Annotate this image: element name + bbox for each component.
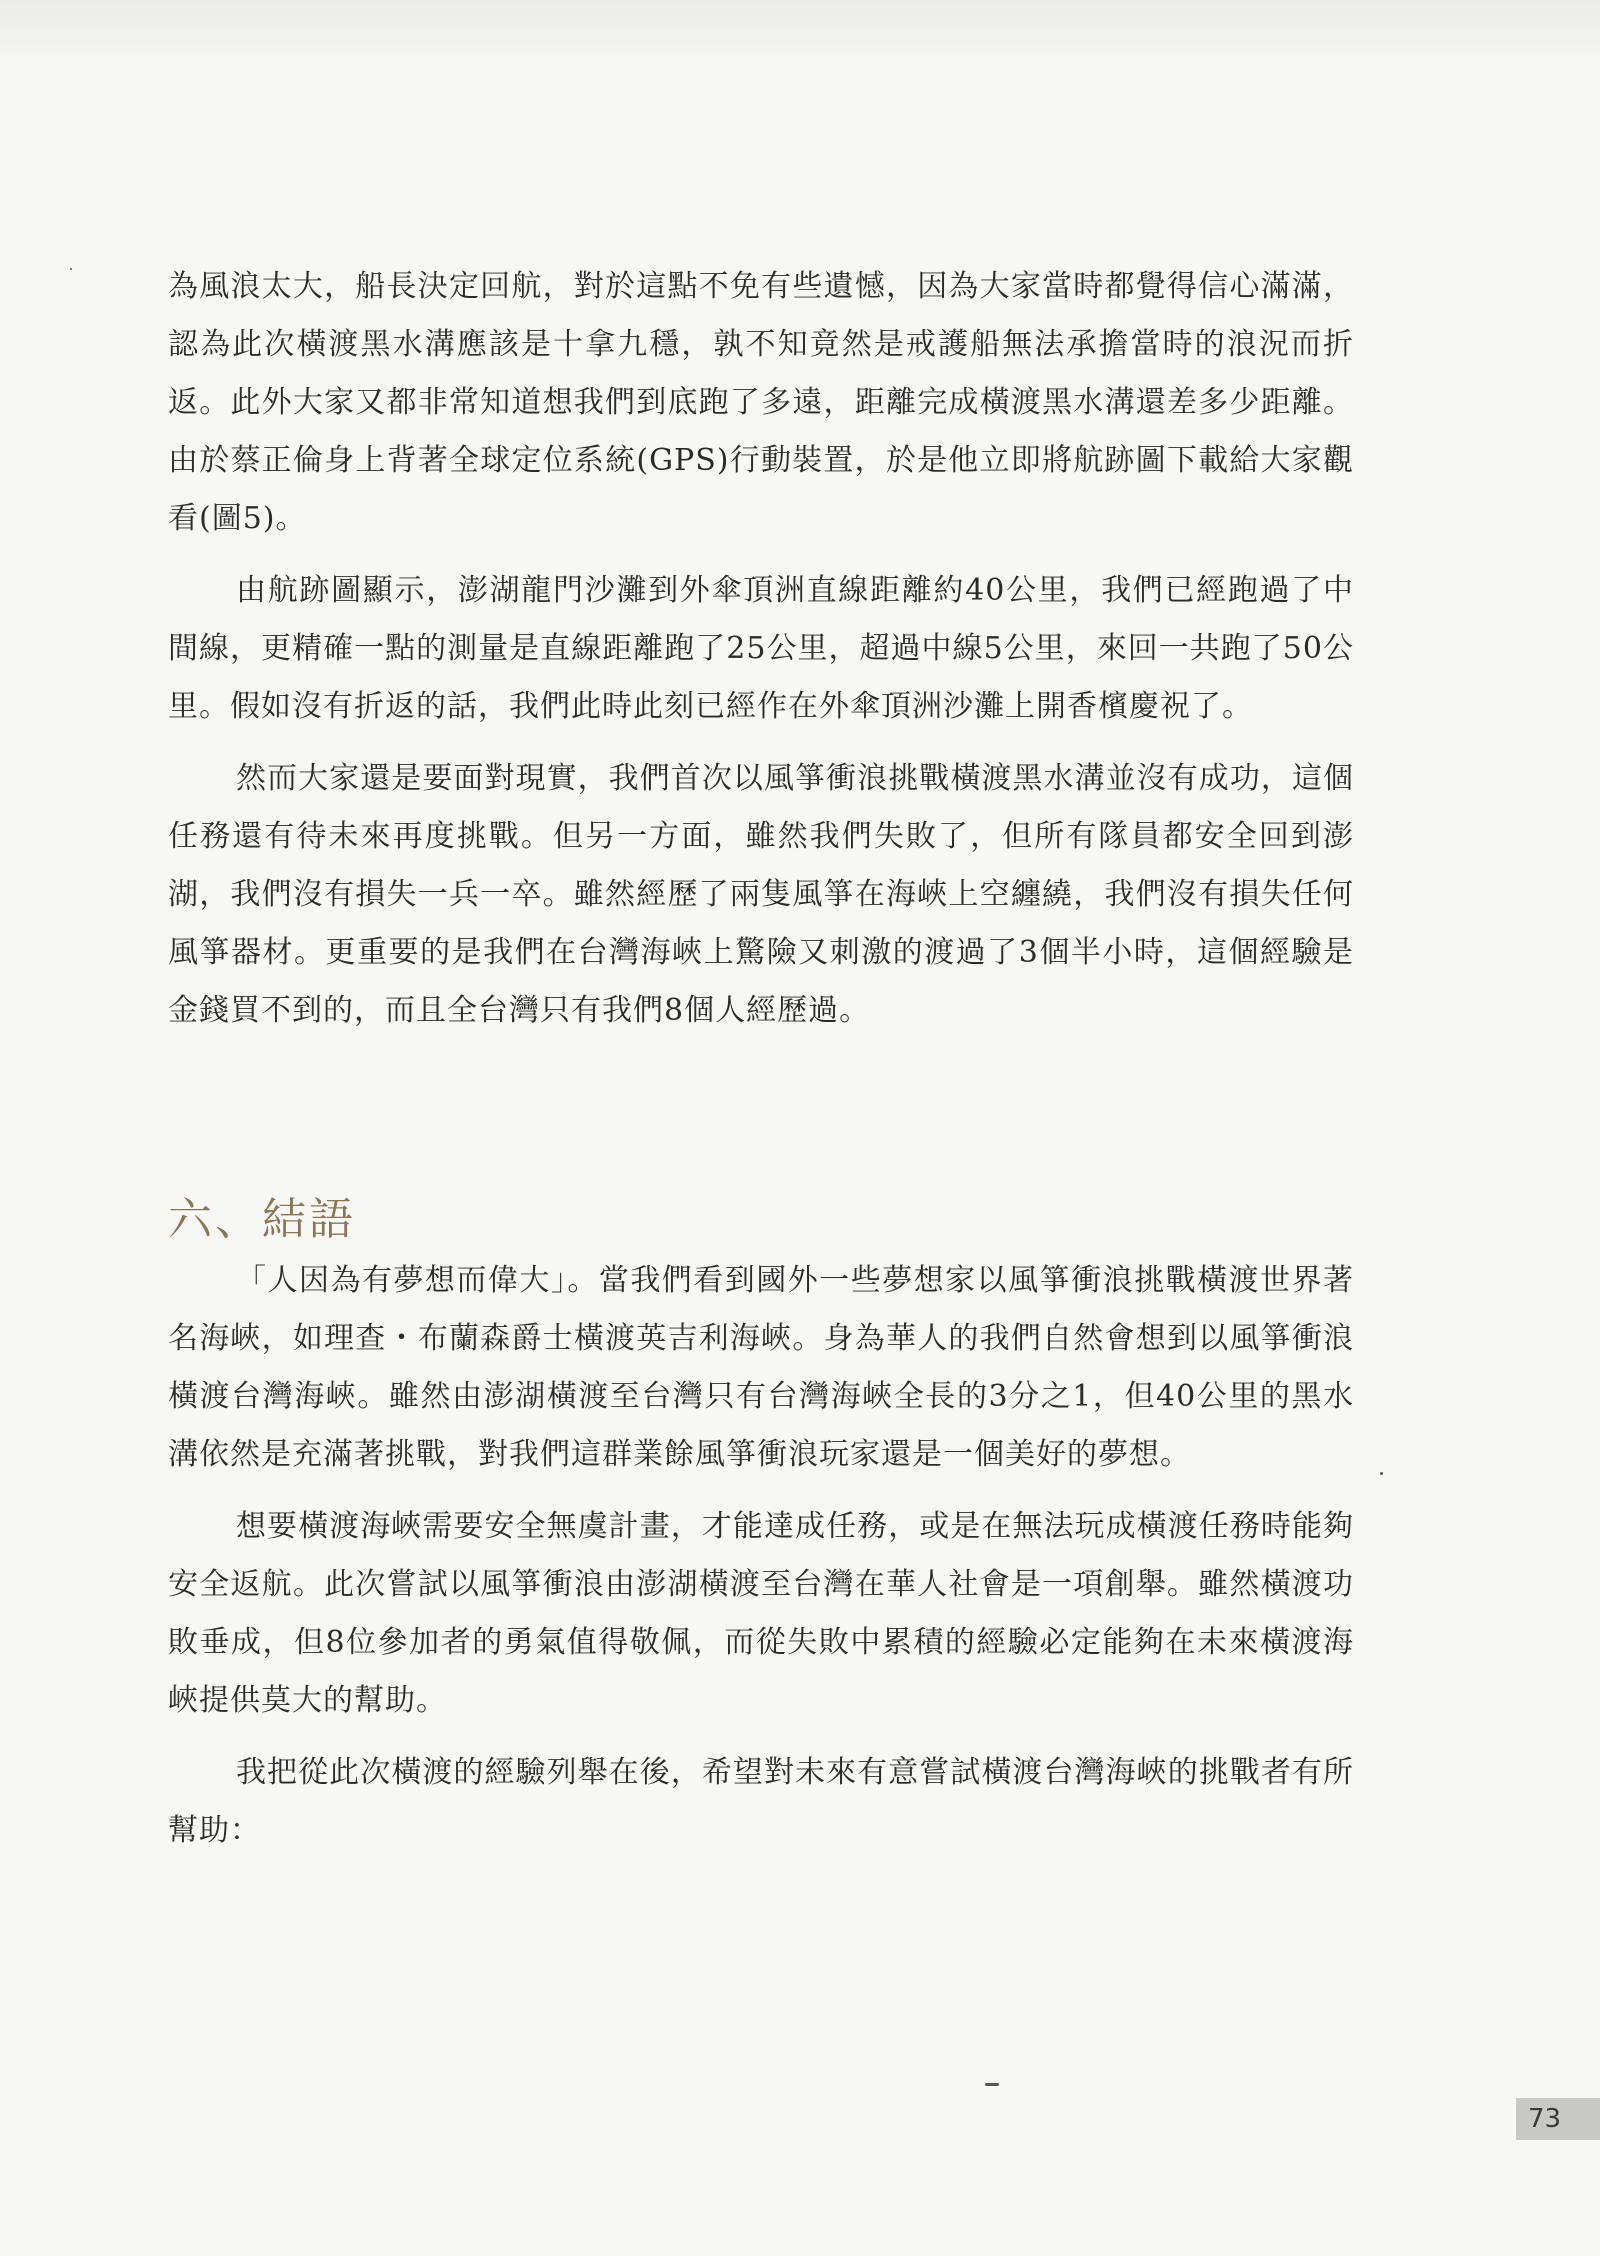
paragraph-plan: 想要橫渡海峽需要安全無虞計畫，才能達成任務，或是在無法玩成橫渡任務時能夠安全返航。此次嘗試以風箏衝浪由澎湖橫渡至台灣在華人社會是一項創舉。雖然橫渡功敗垂成，但8位參加者的勇氣值得敬佩，而從失敗中累積的經驗必定能夠在未來橫渡海峽提供莫大的幫助。 bbox=[168, 1509, 1354, 1718]
page-body bbox=[168, 258, 1354, 1874]
scan-speck bbox=[70, 268, 72, 270]
scan-speck bbox=[1380, 1472, 1383, 1475]
paragraph-lessons-intro: 我把從此次橫渡的經驗列舉在後，希望對未來有意嘗試橫渡台灣海峽的挑戰者有所幫助： bbox=[168, 1755, 1354, 1848]
paragraph-continued: 為風浪太大，船長決定回航，對於這點不免有些遺憾，因為大家當時都覺得信心滿滿，認為此次橫渡黑水溝應該是十拿九穩，孰不知竟然是戒護船無法承擔當時的浪況而折返。此外大家又都非常知道想我們到底跑了多遠，距離完成橫渡黑水溝還差多少距離。由於蔡正倫身上背著全球定位系統(GPS)行動裝置，於是他立即將航跡圖下載給大家觀看(圖5)。 bbox=[168, 269, 1354, 536]
page-number: 73 bbox=[1528, 2104, 1562, 2134]
paragraph-track-map: 由航跡圖顯示，澎湖龍門沙灘到外傘頂洲直線距離約40公里，我們已經跑過了中間線，更精確一點的測量是直線距離跑了25公里，超過中線5公里，來回一共跑了50公里。假如沒有折返的話，我們此時此刻已經作在外傘頂洲沙灘上開香檳慶祝了。 bbox=[168, 573, 1354, 724]
paragraph-dream: 「人因為有夢想而偉大」。當我們看到國外一些夢想家以風箏衝浪挑戰橫渡世界著名海峽，如理查・布蘭森爵士橫渡英吉利海峽。身為華人的我們自然會想到以風箏衝浪橫渡台灣海峽。雖然由澎湖橫渡至台灣只有台灣海峽全長的3分之1，但40公里的黑水溝依然是充滿著挑戰，對我們這群業餘風箏衝浪玩家還是一個美好的夢想。 bbox=[168, 1263, 1354, 1472]
paragraph-reality: 然而大家還是要面對現實，我們首次以風箏衝浪挑戰橫渡黑水溝並沒有成功，這個任務還有待未來再度挑戰。但另一方面，雖然我們失敗了，但所有隊員都安全回到澎湖，我們沒有損失一兵一卒。雖然經歷了兩隻風箏在海峽上空纏繞，我們沒有損失任何風箏器材。更重要的是我們在台灣海峽上驚險又刺激的渡過了3個半小時，這個經驗是金錢買不到的，而且全台灣只有我們8個人經歷過。 bbox=[168, 761, 1354, 1028]
scan-top-band bbox=[0, 0, 1600, 60]
scan-speck bbox=[985, 2083, 999, 2086]
section-heading-conclusion: 六、結語 bbox=[168, 1194, 356, 1245]
